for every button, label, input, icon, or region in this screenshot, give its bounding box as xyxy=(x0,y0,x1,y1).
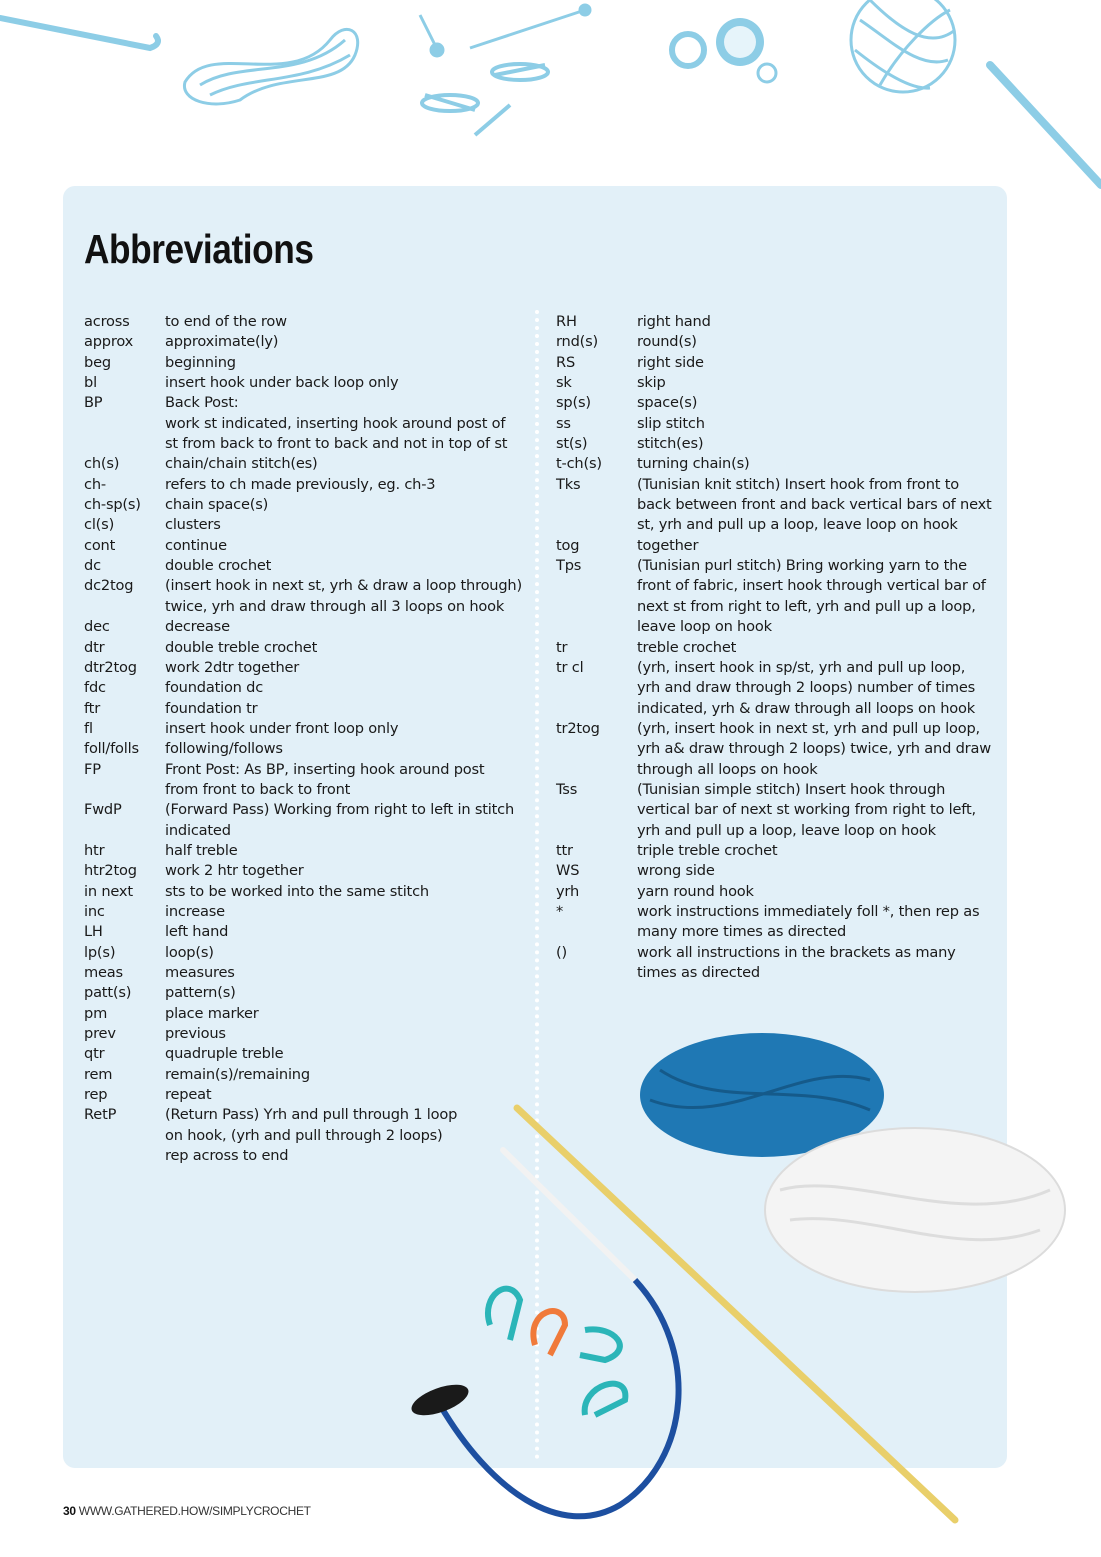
white-crochet-hook-icon xyxy=(503,1150,635,1280)
abbreviation-term: rem xyxy=(84,1065,113,1083)
abbreviation-entry xyxy=(84,454,524,474)
abbreviation-definition: sts to be worked into the same stitch xyxy=(165,882,429,900)
abbreviations-right-column xyxy=(556,312,996,983)
abbreviation-definition: loop(s) xyxy=(165,943,214,961)
abbreviation-definition: refers to ch made previously, eg. ch-3 xyxy=(165,475,436,493)
abbreviation-entry xyxy=(84,658,524,678)
abbreviation-entry xyxy=(84,699,524,719)
abbreviation-entry xyxy=(84,983,524,1003)
abbreviation-definition: (Forward Pass) Working from right to left in stitch indicated xyxy=(165,801,515,839)
abbreviation-entry xyxy=(84,353,524,373)
abbreviation-term: ch-sp(s) xyxy=(84,496,141,514)
abbreviation-term: dc xyxy=(84,557,101,575)
footer-url: WWW.GATHERED.HOW/SIMPLYCROCHET xyxy=(78,1504,311,1518)
abbreviation-definition: space(s) xyxy=(637,394,698,412)
abbreviation-term: tr xyxy=(556,638,568,656)
yarn-ball-icon xyxy=(851,0,955,92)
abbreviation-entry xyxy=(84,882,524,902)
abbreviation-definition: work all instructions in the brackets as many times as directed xyxy=(637,943,956,981)
abbreviation-definition: clusters xyxy=(165,516,221,534)
abbreviation-entry xyxy=(84,902,524,922)
abbreviation-term: Tss xyxy=(556,780,578,798)
abbreviation-entry xyxy=(556,312,996,332)
abbreviation-definition: skip xyxy=(637,374,666,392)
abbreviation-entry xyxy=(84,556,524,576)
abbreviation-definition: previous xyxy=(165,1025,226,1043)
abbreviation-definition: wrong side xyxy=(637,862,715,880)
abbreviation-term: RS xyxy=(556,353,576,371)
abbreviation-entry xyxy=(84,760,524,801)
abbreviation-entry xyxy=(556,393,996,413)
abbreviation-definition: remain(s)/remaining xyxy=(165,1065,310,1083)
abbreviation-term: t-ch(s) xyxy=(556,455,602,473)
abbreviation-entry xyxy=(556,536,996,556)
abbreviation-entry xyxy=(84,678,524,698)
abbreviation-definition: repeat xyxy=(165,1086,212,1104)
crochet-hook-icon xyxy=(0,18,158,48)
safety-pin-icon xyxy=(422,64,548,135)
abbreviation-definition: chain/chain stitch(es) xyxy=(165,455,318,473)
yarn-and-hooks-photo xyxy=(400,1020,1101,1557)
abbreviation-definition: (yrh, insert hook in next st, yrh and pull up loop, yrh a& draw through 2 loops) twice, yrh and draw through all loops on hook xyxy=(637,719,991,778)
abbreviation-entry xyxy=(84,515,524,535)
abbreviation-entry xyxy=(84,312,524,332)
abbreviation-entry xyxy=(84,638,524,658)
abbreviation-entry xyxy=(84,393,524,454)
abbreviation-definition: (Tunisian simple stitch) Insert hook through vertical bar of next st working from right to left, yrh and pull up a loop, leave loop on hook xyxy=(637,780,976,839)
abbreviation-entry xyxy=(556,454,996,474)
abbreviation-definition: Front Post: As BP, inserting hook around post from front to back to front xyxy=(165,760,485,798)
abbreviation-definition: slip stitch xyxy=(637,414,705,432)
abbreviation-entry xyxy=(556,556,996,637)
abbreviation-entry xyxy=(556,373,996,393)
abbreviation-definition: continue xyxy=(165,536,227,554)
abbreviation-term: rep xyxy=(84,1086,108,1104)
abbreviation-entry xyxy=(556,882,996,902)
abbreviation-definition: left hand xyxy=(165,923,229,941)
abbreviation-definition: increase xyxy=(165,902,225,920)
abbreviation-entry xyxy=(84,963,524,983)
abbreviation-entry xyxy=(84,943,524,963)
abbreviation-term: inc xyxy=(84,902,105,920)
abbreviation-entry xyxy=(84,739,524,759)
abbreviation-term: Tks xyxy=(556,475,581,493)
abbreviation-definition: treble crochet xyxy=(637,638,737,656)
abbreviation-term: approx xyxy=(84,333,134,351)
abbreviation-term: () xyxy=(556,943,567,961)
abbreviation-entry xyxy=(84,922,524,942)
abbreviation-entry xyxy=(556,332,996,352)
abbreviation-term: ch(s) xyxy=(84,455,120,473)
abbreviation-term: FP xyxy=(84,760,101,778)
abbreviation-term: dtr xyxy=(84,638,105,656)
abbreviation-definition: foundation dc xyxy=(165,679,264,697)
abbreviation-entry xyxy=(84,719,524,739)
abbreviation-term: sk xyxy=(556,374,572,392)
abbreviation-definition: turning chain(s) xyxy=(637,455,750,473)
abbreviation-definition: Back Post: work st indicated, inserting hook around post of st from back to front to back and not in top of st xyxy=(165,394,508,453)
page-title: Abbreviations xyxy=(84,226,314,272)
abbreviation-term: htr xyxy=(84,841,105,859)
abbreviation-definition: (yrh, insert hook in sp/st, yrh and pull up loop, yrh and draw through 2 loops) number of times indicated, yrh & draw through all loops on hook xyxy=(637,658,976,717)
abbreviation-term: prev xyxy=(84,1025,116,1043)
white-yarn-ball-icon xyxy=(765,1128,1065,1292)
header-illustration xyxy=(0,0,1101,190)
abbreviation-definition: double treble crochet xyxy=(165,638,318,656)
abbreviation-definition: following/follows xyxy=(165,740,283,758)
abbreviation-term: ttr xyxy=(556,841,573,859)
abbreviation-definition: measures xyxy=(165,964,235,981)
abbreviation-definition: (Tunisian purl stitch) Bring working yarn to the front of fabric, insert hook through vertical bar of next st from right to left, yrh and pull up a loop, leave loop on hook xyxy=(637,557,986,636)
abbreviation-entry xyxy=(84,475,524,495)
abbreviation-term: sp(s) xyxy=(556,394,591,412)
abbreviation-definition: yarn round hook xyxy=(637,882,754,900)
abbreviation-definition: approximate(ly) xyxy=(165,333,279,351)
abbreviation-term: fl xyxy=(84,719,93,737)
abbreviation-entry xyxy=(84,495,524,515)
abbreviation-entry xyxy=(84,576,524,617)
abbreviation-term: cont xyxy=(84,536,116,554)
abbreviation-term: qtr xyxy=(84,1045,105,1063)
abbreviation-entry xyxy=(84,332,524,352)
abbreviation-term: cl(s) xyxy=(84,516,115,534)
abbreviation-definition: beginning xyxy=(165,353,236,371)
abbreviation-entry xyxy=(556,841,996,861)
abbreviation-definition: stitch(es) xyxy=(637,435,704,453)
abbreviation-definition: (Tunisian knit stitch) Insert hook from front to back between front and back vertical bars of next st, yrh and pull up a loop, leave loop on hook xyxy=(637,475,992,534)
abbreviation-term: dtr2tog xyxy=(84,658,137,676)
abbreviation-term: WS xyxy=(556,862,580,880)
abbreviation-term: ch- xyxy=(84,475,106,493)
abbreviation-entry xyxy=(556,353,996,373)
abbreviation-term: across xyxy=(84,313,130,330)
abbreviation-definition: double crochet xyxy=(165,557,272,575)
abbreviation-term: fdc xyxy=(84,679,106,697)
abbreviation-definition: right hand xyxy=(637,313,711,330)
page-footer xyxy=(63,1504,311,1518)
abbreviation-definition: together xyxy=(637,536,699,554)
abbreviation-entry xyxy=(556,861,996,881)
abbreviation-entry xyxy=(556,638,996,658)
abbreviation-term: tr cl xyxy=(556,658,584,676)
abbreviation-term: tog xyxy=(556,536,580,554)
abbreviation-term: LH xyxy=(84,923,103,941)
abbreviation-definition: right side xyxy=(637,353,704,371)
stitch-marker-icon xyxy=(488,1289,625,1415)
abbreviation-definition: work 2dtr together xyxy=(165,658,300,676)
abbreviation-definition: triple treble crochet xyxy=(637,841,778,859)
abbreviation-definition: (insert hook in next st, yrh & draw a loop through) twice, yrh and draw through all 3 loops on hook xyxy=(165,577,522,615)
abbreviation-term: pm xyxy=(84,1004,108,1022)
abbreviation-entry xyxy=(84,617,524,637)
abbreviation-term: ss xyxy=(556,414,571,432)
abbreviation-term: dec xyxy=(84,618,110,636)
abbreviation-definition: foundation tr xyxy=(165,699,258,717)
abbreviation-term: htr2tog xyxy=(84,862,137,880)
abbreviation-term: RetP xyxy=(84,1106,117,1124)
page-number: 30 xyxy=(63,1504,76,1518)
yarn-skein-icon xyxy=(184,29,357,104)
abbreviation-definition: insert hook under back loop only xyxy=(165,374,399,392)
abbreviation-entry xyxy=(556,475,996,536)
abbreviation-entry xyxy=(556,902,996,943)
abbreviation-entry xyxy=(84,841,524,861)
abbreviation-term: RH xyxy=(556,313,577,330)
abbreviation-term: meas xyxy=(84,964,123,981)
abbreviation-term: FwdP xyxy=(84,801,122,819)
abbreviation-definition: (Return Pass) Yrh and pull through 1 loop on hook, (yrh and pull through 2 loops) rep across to end xyxy=(165,1106,458,1165)
abbreviation-definition: quadruple treble xyxy=(165,1045,284,1063)
abbreviation-term: beg xyxy=(84,353,111,371)
abbreviation-term: BP xyxy=(84,394,103,412)
abbreviation-entry xyxy=(556,780,996,841)
abbreviation-definition: round(s) xyxy=(637,333,697,351)
abbreviation-term: lp(s) xyxy=(84,943,116,961)
abbreviation-term: * xyxy=(556,902,564,920)
abbreviation-definition: chain space(s) xyxy=(165,496,269,514)
abbreviation-entry xyxy=(84,861,524,881)
pin-icon xyxy=(420,5,590,56)
abbreviation-entry xyxy=(84,536,524,556)
abbreviation-entry xyxy=(556,414,996,434)
abbreviation-entry xyxy=(556,434,996,454)
abbreviation-definition: work 2 htr together xyxy=(165,862,304,880)
abbreviation-term: Tps xyxy=(556,557,582,575)
abbreviation-definition: work instructions immediately foll *, then rep as many more times as directed xyxy=(637,902,980,941)
abbreviation-entry xyxy=(556,658,996,719)
abbreviation-entry xyxy=(556,943,996,984)
abbreviation-term: in next xyxy=(84,882,133,900)
abbreviation-term: ftr xyxy=(84,699,101,717)
abbreviation-definition: to end of the row xyxy=(165,313,287,330)
abbreviation-term: foll/folls xyxy=(84,740,139,758)
abbreviation-definition: insert hook under front loop only xyxy=(165,719,399,737)
crochet-hook-icon xyxy=(990,65,1101,185)
abbreviation-term: rnd(s) xyxy=(556,333,599,351)
abbreviation-definition: pattern(s) xyxy=(165,984,236,1002)
abbreviation-entry xyxy=(84,800,524,841)
abbreviation-entry xyxy=(84,373,524,393)
abbreviation-term: st(s) xyxy=(556,435,588,453)
abbreviation-term: tr2tog xyxy=(556,719,600,737)
abbreviation-term: yrh xyxy=(556,882,580,900)
button-icon xyxy=(672,18,776,82)
abbreviation-term: patt(s) xyxy=(84,984,132,1002)
abbreviation-term: dc2tog xyxy=(84,577,134,595)
abbreviation-definition: place marker xyxy=(165,1004,259,1022)
abbreviation-definition: decrease xyxy=(165,618,230,636)
abbreviation-definition: half treble xyxy=(165,841,238,859)
abbreviation-term: bl xyxy=(84,374,97,392)
abbreviation-entry xyxy=(556,719,996,780)
